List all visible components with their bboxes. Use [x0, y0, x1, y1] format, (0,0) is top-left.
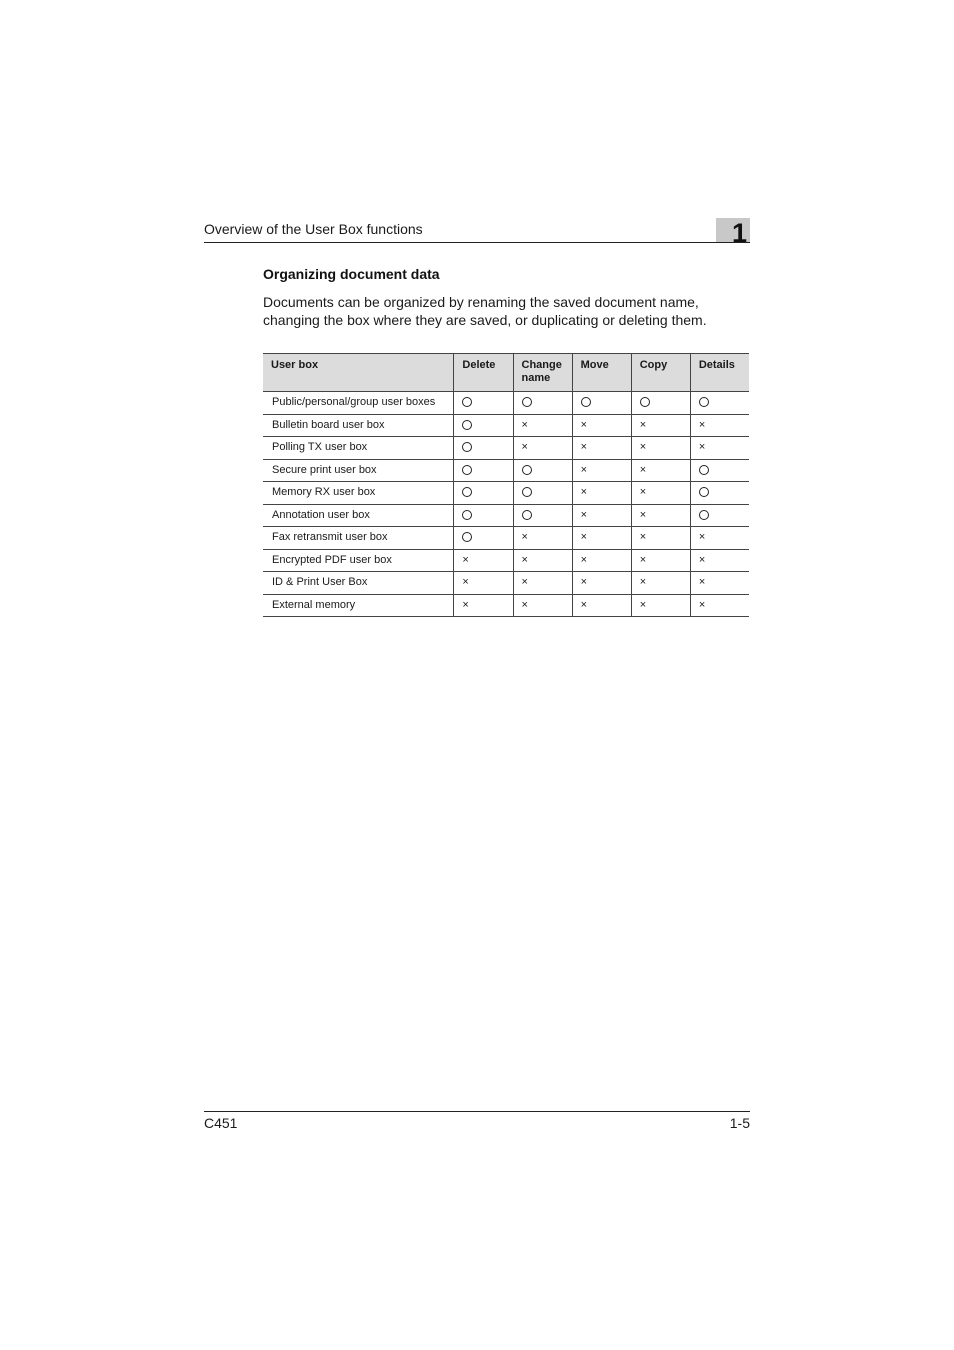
available-circle-icon	[462, 465, 472, 475]
unavailable-cross-icon: ×	[639, 531, 647, 544]
unavailable-cross-icon: ×	[521, 576, 528, 589]
column-header-delete: Delete	[454, 354, 513, 392]
cell-details	[690, 414, 749, 437]
unavailable-cross-icon: ×	[639, 553, 647, 566]
footer-model: C451	[204, 1115, 238, 1131]
cell-copy	[631, 392, 690, 415]
unavailable-cross-icon: ×	[639, 598, 647, 611]
table-body	[263, 392, 749, 617]
function-matrix-table	[263, 353, 749, 617]
cell-delete	[454, 504, 513, 527]
cell-delete	[454, 459, 513, 482]
unavailable-cross-icon: ×	[521, 553, 528, 566]
user-box-name: Annotation user box	[263, 504, 454, 527]
cell-change-name	[513, 437, 572, 460]
available-circle-icon	[462, 510, 472, 520]
unavailable-cross-icon: ×	[639, 576, 647, 589]
cell-move	[572, 437, 631, 460]
table-row	[263, 414, 749, 437]
cell-delete	[454, 437, 513, 460]
cell-change-name	[513, 527, 572, 550]
user-box-name: Fax retransmit user box	[263, 527, 454, 550]
unavailable-cross-icon: ×	[521, 441, 528, 454]
unavailable-cross-icon: ×	[580, 598, 588, 611]
cell-change-name	[513, 549, 572, 572]
cell-details	[690, 392, 749, 415]
available-circle-icon	[522, 397, 532, 407]
available-circle-icon	[462, 487, 472, 497]
page-footer	[204, 1111, 750, 1131]
cell-move	[572, 549, 631, 572]
cell-details	[690, 572, 749, 595]
table-row	[263, 437, 749, 460]
page-header	[204, 218, 750, 248]
cell-copy	[631, 459, 690, 482]
unavailable-cross-icon: ×	[580, 463, 588, 476]
table-row	[263, 594, 749, 617]
unavailable-cross-icon: ×	[639, 463, 647, 476]
cell-change-name	[513, 504, 572, 527]
user-box-name: Polling TX user box	[263, 437, 454, 460]
unavailable-cross-icon: ×	[698, 553, 706, 566]
chapter-number: 1	[731, 218, 747, 248]
cell-details	[690, 549, 749, 572]
cell-delete	[454, 572, 513, 595]
unavailable-cross-icon: ×	[639, 486, 647, 499]
section-title: Organizing document data	[263, 266, 440, 282]
unavailable-cross-icon: ×	[580, 531, 588, 544]
unavailable-cross-icon: ×	[521, 598, 528, 611]
user-box-name: External memory	[263, 594, 454, 617]
cell-details	[690, 482, 749, 505]
available-circle-icon	[462, 532, 472, 542]
cell-delete	[454, 549, 513, 572]
column-header-details: Details	[690, 354, 749, 392]
cell-move	[572, 482, 631, 505]
unavailable-cross-icon: ×	[580, 441, 588, 454]
unavailable-cross-icon: ×	[462, 576, 469, 589]
table-header-row	[263, 354, 749, 392]
unavailable-cross-icon: ×	[698, 598, 706, 611]
unavailable-cross-icon: ×	[698, 418, 706, 431]
available-circle-icon	[699, 397, 709, 407]
cell-copy	[631, 504, 690, 527]
unavailable-cross-icon: ×	[462, 598, 469, 611]
unavailable-cross-icon: ×	[698, 531, 706, 544]
available-circle-icon	[581, 397, 591, 407]
available-circle-icon	[699, 510, 709, 520]
cell-move	[572, 459, 631, 482]
cell-copy	[631, 549, 690, 572]
available-circle-icon	[462, 442, 472, 452]
cell-delete	[454, 527, 513, 550]
cell-move	[572, 392, 631, 415]
cell-details	[690, 504, 749, 527]
table-row	[263, 504, 749, 527]
cell-move	[572, 504, 631, 527]
unavailable-cross-icon: ×	[639, 418, 647, 431]
available-circle-icon	[522, 465, 532, 475]
unavailable-cross-icon: ×	[580, 576, 588, 589]
user-box-name: Memory RX user box	[263, 482, 454, 505]
available-circle-icon	[699, 465, 709, 475]
header-title: Overview of the User Box functions	[204, 221, 423, 237]
unavailable-cross-icon: ×	[580, 418, 588, 431]
cell-copy	[631, 414, 690, 437]
unavailable-cross-icon: ×	[698, 576, 706, 589]
cell-delete	[454, 414, 513, 437]
user-box-name: Bulletin board user box	[263, 414, 454, 437]
cell-change-name	[513, 482, 572, 505]
available-circle-icon	[640, 397, 650, 407]
column-header-move: Move	[572, 354, 631, 392]
available-circle-icon	[462, 420, 472, 430]
unavailable-cross-icon: ×	[639, 441, 647, 454]
unavailable-cross-icon: ×	[462, 553, 469, 566]
cell-details	[690, 459, 749, 482]
available-circle-icon	[699, 487, 709, 497]
unavailable-cross-icon: ×	[580, 508, 588, 521]
cell-change-name	[513, 414, 572, 437]
available-circle-icon	[522, 487, 532, 497]
table-row	[263, 549, 749, 572]
cell-copy	[631, 594, 690, 617]
available-circle-icon	[522, 510, 532, 520]
unavailable-cross-icon: ×	[698, 441, 706, 454]
unavailable-cross-icon: ×	[639, 508, 647, 521]
cell-copy	[631, 572, 690, 595]
cell-change-name	[513, 572, 572, 595]
intro-paragraph: Documents can be organized by renaming the saved document name, changing the box where they are saved, or duplicating or deleting them.	[263, 294, 707, 328]
cell-change-name	[513, 594, 572, 617]
column-header-user-box: User box	[263, 354, 454, 392]
user-box-name: Encrypted PDF user box	[263, 549, 454, 572]
user-box-name: ID & Print User Box	[263, 572, 454, 595]
table-row	[263, 392, 749, 415]
cell-delete	[454, 392, 513, 415]
cell-change-name	[513, 392, 572, 415]
cell-move	[572, 572, 631, 595]
table-row	[263, 459, 749, 482]
cell-change-name	[513, 459, 572, 482]
unavailable-cross-icon: ×	[580, 553, 588, 566]
cell-copy	[631, 527, 690, 550]
cell-move	[572, 594, 631, 617]
column-header-copy: Copy	[631, 354, 690, 392]
unavailable-cross-icon: ×	[521, 418, 528, 431]
user-box-name: Secure print user box	[263, 459, 454, 482]
column-header-change-name: Change name	[513, 354, 572, 392]
user-box-name: Public/personal/group user boxes	[263, 392, 454, 415]
unavailable-cross-icon: ×	[521, 531, 528, 544]
cell-details	[690, 437, 749, 460]
cell-details	[690, 527, 749, 550]
table-row	[263, 572, 749, 595]
chapter-tab	[716, 218, 750, 248]
cell-delete	[454, 594, 513, 617]
cell-details	[690, 594, 749, 617]
cell-copy	[631, 437, 690, 460]
cell-move	[572, 527, 631, 550]
table-row	[263, 527, 749, 550]
cell-copy	[631, 482, 690, 505]
table-row	[263, 482, 749, 505]
unavailable-cross-icon: ×	[580, 486, 588, 499]
footer-page-number: 1-5	[729, 1115, 750, 1131]
available-circle-icon	[462, 397, 472, 407]
cell-move	[572, 414, 631, 437]
cell-delete	[454, 482, 513, 505]
